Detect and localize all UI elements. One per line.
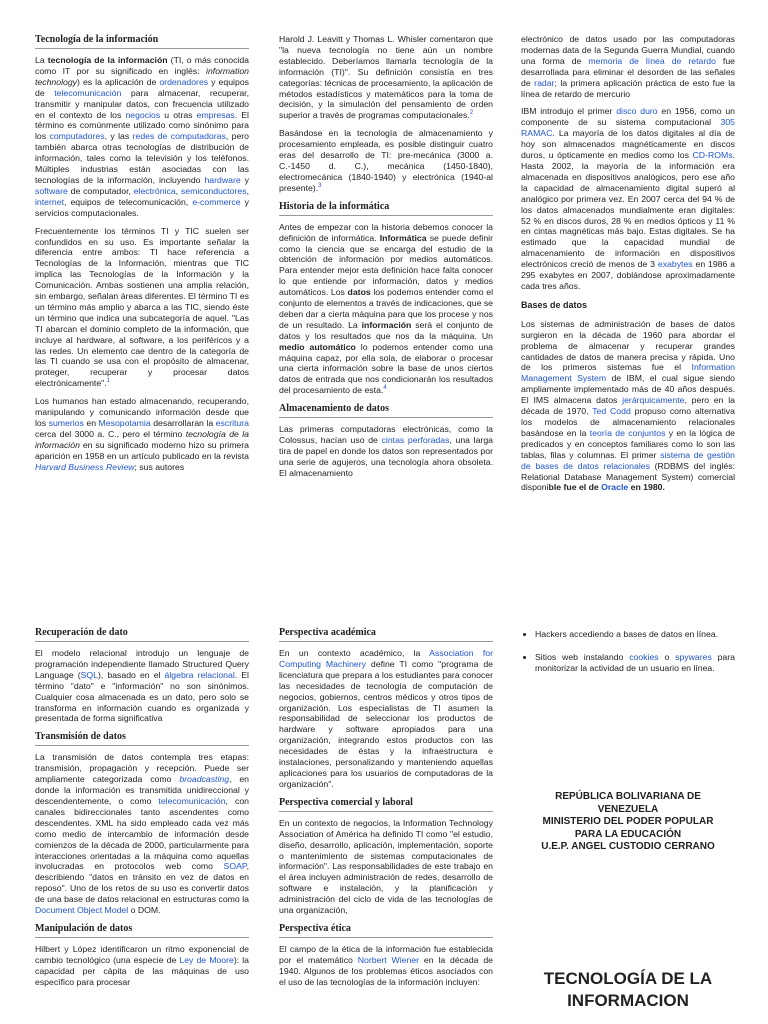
text-run: El campo de la ética de la información fue establecida por el matemático [279, 943, 493, 965]
bullet-list [521, 629, 735, 674]
paragraph [35, 396, 249, 472]
section-heading: Historia de la informática [279, 201, 493, 216]
inline-link[interactable]: CD-ROMs [692, 150, 733, 161]
inline-link[interactable]: redes de computadoras [132, 131, 226, 142]
text-run: se puede definir como la ciencia que se encarga del estudio de la obtención de información por medios automáticos. Para entender mejor esta definición hace falta conocer lo que entiende por información, datos y medios automáticos. Los [279, 232, 493, 298]
text-run: , [246, 185, 249, 196]
column-2 [279, 34, 493, 486]
text-run: en la década de 1940. Algunos de los problemas éticos asociados con el uso de las tecnologías de la información incluyen: [279, 954, 493, 987]
inline-link[interactable]: escritura [215, 418, 249, 428]
text-run: para almacenar, recuperar, transmitir y manipular datos, con frecuencia utilizado en el contexto de los [35, 87, 249, 120]
column-6 [521, 629, 735, 686]
inline-link[interactable]: semiconductores [180, 185, 247, 196]
inline-link[interactable]: Norbert Wiener [357, 954, 420, 965]
column-5 [279, 627, 493, 995]
text-run: de IBM, el cual sigue siendo ampliamente implementado más de 40 años después. El IMS almacena datos [521, 373, 735, 406]
text-run: . El término "dato" e "información" no son sinónimos. Cualquier cosa almacenada es un dato, pero solo se transforma en información cuando es organizada y presentada de forma significativa [35, 669, 249, 724]
inline-link[interactable]: jerárquicamente [622, 395, 685, 406]
column-4 [35, 627, 249, 995]
text-run: ; sus autores [134, 461, 185, 472]
paragraph [521, 34, 735, 99]
inline-link[interactable]: Oracle [601, 482, 629, 493]
inline-link[interactable]: electrónica [133, 185, 176, 196]
section-heading: Perspectiva ética [279, 923, 493, 938]
bold-text: ble fue el de [548, 482, 602, 493]
text-run: . El término es comúnmente utilizado como sinónimo para los [35, 109, 249, 142]
paragraph [279, 648, 493, 790]
text-run: . Hasta 2002, la mayoría de la información era almacenada en dispositivos analógicos, pero ese año la capacidad de almacenamiento digital superó al analógico por primera vez. En 2007 cerca del 94 % de los datos almacenados mundialmente eran digitales: 52 % en discos duros, 28 % en medios ópticos y 11 % en cintas magnéticas más bajo. Estas digitales. Se ha estimado que la capacidad mundial de almacenamiento de información en dispositivos electrónicos creció de menos de 3 [521, 150, 735, 270]
text-run: cerca del 3000 a. C., pero el término [35, 428, 186, 439]
inline-link[interactable]: 305 RAMAC [521, 117, 735, 139]
paragraph [521, 319, 735, 494]
text-run: lo podemos entender como una máquina capaz, por ella sola, de elaborar o procesar una cierta información sobre la base de unos ciertos datos de entrada que nos condicionarán los resultados del procesamiento de esta. [279, 341, 493, 396]
school-line: MINISTERIO DEL PODER POPULAR [542, 816, 714, 827]
school-line: U.E.P. ANGEL CUSTODIO CERRANO [541, 841, 715, 852]
text-run: fue desarrollada para eliminar el desorden de las señales de [521, 55, 735, 88]
section-heading: Recuperación de dato [35, 627, 249, 642]
text-run: en [83, 418, 99, 428]
text-run: , [175, 185, 181, 196]
text-run: , describiendo "datos en tránsito en vez de datos en reposo". Uno de los retos de su uso es convertir datos de una base de datos relacional en estructuras como la [35, 861, 249, 905]
text-run: en su significado moderno hizo su primera aparición en 1958 en un artículo publicado en la revista [35, 439, 249, 461]
bold-text: tecnología de la información [47, 55, 168, 65]
paragraph [35, 226, 249, 390]
inline-link[interactable]: SOAP [223, 861, 247, 872]
inline-link[interactable]: spywares [675, 651, 712, 662]
italic-text: tecnología de la información [35, 428, 250, 450]
inline-link[interactable]: software [35, 185, 68, 196]
document-title [521, 968, 735, 1012]
column-3 [521, 34, 735, 500]
school-line: VENEZUELA [597, 803, 659, 815]
column-1 [35, 34, 249, 480]
inline-link[interactable]: telecomunicación [54, 87, 122, 98]
footnote-ref[interactable]: 1 [106, 378, 110, 385]
text-run: de computador, [67, 185, 134, 196]
text-run: , en donde la información es transmitida unidireccional y descendentemente, o como [35, 774, 249, 806]
inline-link[interactable]: Mesopotamia [98, 418, 151, 428]
paragraph [35, 648, 249, 724]
text-run: y [240, 174, 249, 185]
section-heading: Manipulación de datos [35, 923, 249, 938]
paragraph [35, 944, 249, 988]
inline-link[interactable]: computadores [49, 131, 105, 142]
inline-link[interactable]: cookies [629, 651, 659, 662]
inline-link[interactable]: sumerios [48, 418, 84, 428]
text-run: electrónico de datos usado por las computadoras modernas data de la Segunda Guerra Mundial, cuando una forma de [521, 34, 735, 66]
text-run: Frecuentemente los términos TI y TIC suelen ser confundidos en su uso. Es importante señalar la diferencia entre ambos: TI hace referencia a Tecnologías de la Información, mientras que TIC implica las Tecnologías de la Información y la Comunicación. Ambas sostienen una amplia relación, sin embargo, señalan áreas diferentes. El término TI es un término más amplio y abarca a las TIC, siendo éste un término que indica una subcategoría de aquel. "Las TI abarcan el dominio completo de la información, que incluye al hardware, al software, a los periféricos y a las redes. Un elemento cae dentro de la categoría de las TI cuando se usa con el propósito de almacenar, proteger, recuperar y procesar datos electrónicamente". [35, 225, 249, 389]
italic-text: information technology [35, 65, 249, 87]
school-line: REPÚBLICA BOLIVARIANA DE [555, 791, 701, 802]
text-run: , una larga tira de papel en donde los datos son representados por una serie de agujeros, una tecnología ahora obsoleta. El almacenamiento [279, 435, 493, 478]
text-run: La transmisión de datos contempla tres etapas: transmisión, propagación y recepción. Puede ser ampliamente categorizada como [35, 752, 249, 785]
footnote-ref[interactable]: 4 [383, 385, 387, 392]
inline-link[interactable]: ordenadores [159, 76, 209, 87]
school-header [521, 791, 735, 854]
inline-link[interactable]: telecomunicación [158, 795, 226, 806]
text-run: ), basado en el [98, 669, 165, 680]
inline-link[interactable]: hardware [204, 174, 241, 185]
bold-text: Informática [379, 232, 427, 243]
text-run: , pero en la década de 1970, [521, 395, 736, 417]
text-run: en 1956, como un componente de su sistema computacional [521, 106, 735, 128]
section-heading: Almacenamiento de datos [279, 403, 493, 418]
inline-link[interactable]: disco duro [616, 106, 658, 117]
bold-text: en 1980. [628, 482, 665, 493]
list-item [535, 652, 735, 674]
text-run: Los humanos han estado almacenando, recuperando, manipulando y comunicando información desde que los [35, 396, 249, 428]
section-heading: Perspectiva comercial y laboral [279, 797, 493, 812]
paragraph [279, 128, 493, 193]
paragraph [35, 55, 249, 219]
inline-link[interactable]: álgebra relacional [164, 669, 235, 680]
list-item [535, 629, 735, 640]
text-run: , pero también abarca otras tecnologías de distribución de información, tales como la televisión y los teléfonos. Múltiples industrias están asociadas con las tecnologías de la información, incluyendo [35, 131, 249, 185]
inline-link[interactable]: teoría de conjuntos [589, 427, 666, 438]
inline-link[interactable]: negocios [125, 109, 161, 120]
paragraph [521, 106, 735, 291]
inline-link[interactable]: Document Object Model [35, 905, 129, 916]
text-run: y en la lógica de predicados y en conceptos familiares como lo son las tablas, filas y columnas. El primer [521, 427, 735, 460]
text-run: ; la primera aplicación práctica de esto fue la línea de retardo de mercurio [521, 77, 736, 99]
section-heading: Perspectiva académica [279, 627, 493, 642]
text-run: Sitios web instalando [535, 651, 630, 662]
text-run: . La mayoría de los datos digitales al día de hoy son almacenados magnéticamente en discos duros, u ópticamente en medios como los [521, 128, 735, 161]
section-heading: Transmisión de datos [35, 731, 249, 746]
section-heading: Tecnología de la información [35, 34, 249, 49]
inline-link[interactable]: e-commerce [192, 196, 241, 207]
text-run: Los sistemas de administración de bases de datos surgieron en la década de 1960 para abordar el problema de almacenar y recuperar grandes cantidades de datos de manera precisa y rápida. Uno de los primeros sistemas fue el [521, 318, 735, 373]
text-run: Harold J. Leavitt y Thomas L. Whisler comentaron que "la nueva tecnología no tiene aún un nombre establecido. Deberíamos llamarla tecnología de la información (TI)". Su definición consistía en tres categorías: técnicas de procesamiento, la aplicación de métodos estadísticos y matemáticos para la toma de decisión, y la simulación del pensamiento de orden superior a través de programas computacionales. [279, 34, 493, 121]
text-run: Basándose en la tecnología de almacenamiento y procesamiento empleada, es posible distinguir cuatro eras del desarrollo de TI: pre-mecánica (3000 a. C.-1450 d. C.), mecánica (1450-1840), electromecánica (1840-1940) y electrónica (1940-al presente). [279, 128, 493, 193]
text-run: ): la capacidad per cápita de las máquinas de uso específico para procesar [35, 954, 249, 987]
text-run: Antes de empezar con la historia debemos conocer la definición de informática. [279, 221, 493, 243]
inline-link[interactable]: internet [35, 196, 64, 207]
inline-link[interactable]: Information Management System [521, 362, 735, 384]
inline-link[interactable]: broadcasting [179, 774, 230, 785]
bold-text: datos [347, 287, 371, 298]
text-run: (TI, o más conocida como IT por su significado en inglés: [35, 55, 250, 76]
inline-link[interactable]: radar [534, 77, 555, 88]
footnote-ref[interactable]: 3 [318, 182, 322, 189]
text-run: en 1986 a 295 exabytes en 2007, doblándose aproximadamente cada tres años. [521, 259, 736, 291]
text-run: y equipos de [35, 76, 249, 98]
school-line: PARA LA EDUCACIÓN [574, 828, 682, 840]
inline-link[interactable]: SQL [80, 669, 99, 680]
inline-link[interactable]: sistema de gestión de bases de datos relacionales [521, 449, 735, 471]
inline-link[interactable]: Ley de Moore [179, 954, 234, 965]
text-run: o DOM. [128, 905, 161, 916]
footnote-ref[interactable]: 2 [469, 110, 474, 117]
text-run: los podemos entender como el conjunto de elementos a través de indicaciones, que se deben dar a cierta máquina para que los procese y nos de un resultado. La [279, 287, 493, 330]
inline-link[interactable]: cintas perforadas [381, 435, 450, 446]
paragraph [279, 424, 493, 479]
text-run: , y las [104, 131, 133, 142]
paragraph [279, 818, 493, 916]
text-run: y servicios computacionales. [35, 196, 250, 218]
text-run: , equipos de telecomunicación, [63, 196, 193, 207]
title-line: TECNOLOGÍA DE LA [543, 969, 713, 988]
inline-link[interactable]: empresas [196, 109, 235, 120]
text-run: (RDBMS del inglés: Relational Database Management System) comercial disponi [521, 460, 735, 493]
inline-link[interactable]: exabytes [657, 259, 693, 270]
paragraph [35, 752, 249, 916]
inline-link[interactable]: memoria de línea de retardo [588, 55, 716, 66]
text-run: En un contexto académico, la [279, 648, 430, 658]
inline-link[interactable]: Association for Computing Machinery [279, 648, 494, 669]
text-run: , con canales bidireccionales tanto ascendentes como descendentes. XML ha sido empleado cada vez más como medio de intercambio de información desde comienzos de la década de 2000, particularmente para interacciones orientadas a la máquina como aquellas involucradas en protocolos web como [35, 795, 249, 872]
text-run: El modelo relacional introdujo un lenguaje de programación independiente llamado Structured Query Language ( [35, 648, 249, 680]
text-run: Hackers accediendo a bases de datos en línea. [535, 629, 719, 639]
title-line: INFORMACION [567, 991, 689, 1010]
text-run: IBM introdujo el primer [521, 106, 617, 117]
text-run: En un contexto de negocios, la Information Technology Association of América ha definido TI como "el estudio, diseño, desarrollo, aplicación, implementación, soporte o mantenimiento de sistemas computacionales de información". Las responsabilidades de este trabajo en el área incluyen administración de redes, desarrollo de software e instalación, y la planificación y administración del ciclo de vida de las tecnologías de una organización, [279, 817, 493, 916]
text-run: Hilbert y López identificaron un ritmo exponencial de cambio tecnológico (una especie de [35, 943, 249, 965]
inline-link[interactable]: Ted Codd [592, 406, 631, 417]
text-run: Las primeras computadoras electrónicas, como la Colossus, hacían uso de [279, 424, 493, 446]
text-run: para monitorizar la actividad de un usuario en línea. [535, 651, 735, 673]
text-run: La [35, 55, 48, 65]
text-run: ) es la aplicación de [77, 76, 160, 87]
text-run: propuso como alternativa los modelos de almacenamiento relacionales basándose en la [521, 406, 735, 438]
paragraph [279, 944, 493, 988]
text-run: o [658, 651, 676, 662]
text-run: será el conjunto de datos y los resultados que nos da la máquina. Un [279, 319, 493, 341]
paragraph [279, 34, 493, 121]
text-run: desarrollaran la [150, 418, 216, 428]
section-heading: Bases de datos [521, 299, 588, 310]
inline-link[interactable]: Harvard Business Review [35, 461, 135, 472]
text-run: define TI como "programa de licenciatura que prepara a los estudiantes para conocer las necesidades de tecnología de computación de negocios, gobiernos, centros médicos y otros tipos de organización. Los especialistas de TI asumen la responsabilidad de seleccionar los productos de hardware y software apropiados para una organización, integrando estos productos con las necesidades de éstas y la infraestructura e instalaciones, personalizando y manteniendo aquellas aplicaciones para los usuarios de computadoras de la organización". [279, 658, 494, 789]
bold-text: medio automático [279, 341, 356, 352]
text-run: u otras [160, 109, 197, 120]
bold-text: información [361, 319, 412, 330]
paragraph [279, 222, 493, 397]
